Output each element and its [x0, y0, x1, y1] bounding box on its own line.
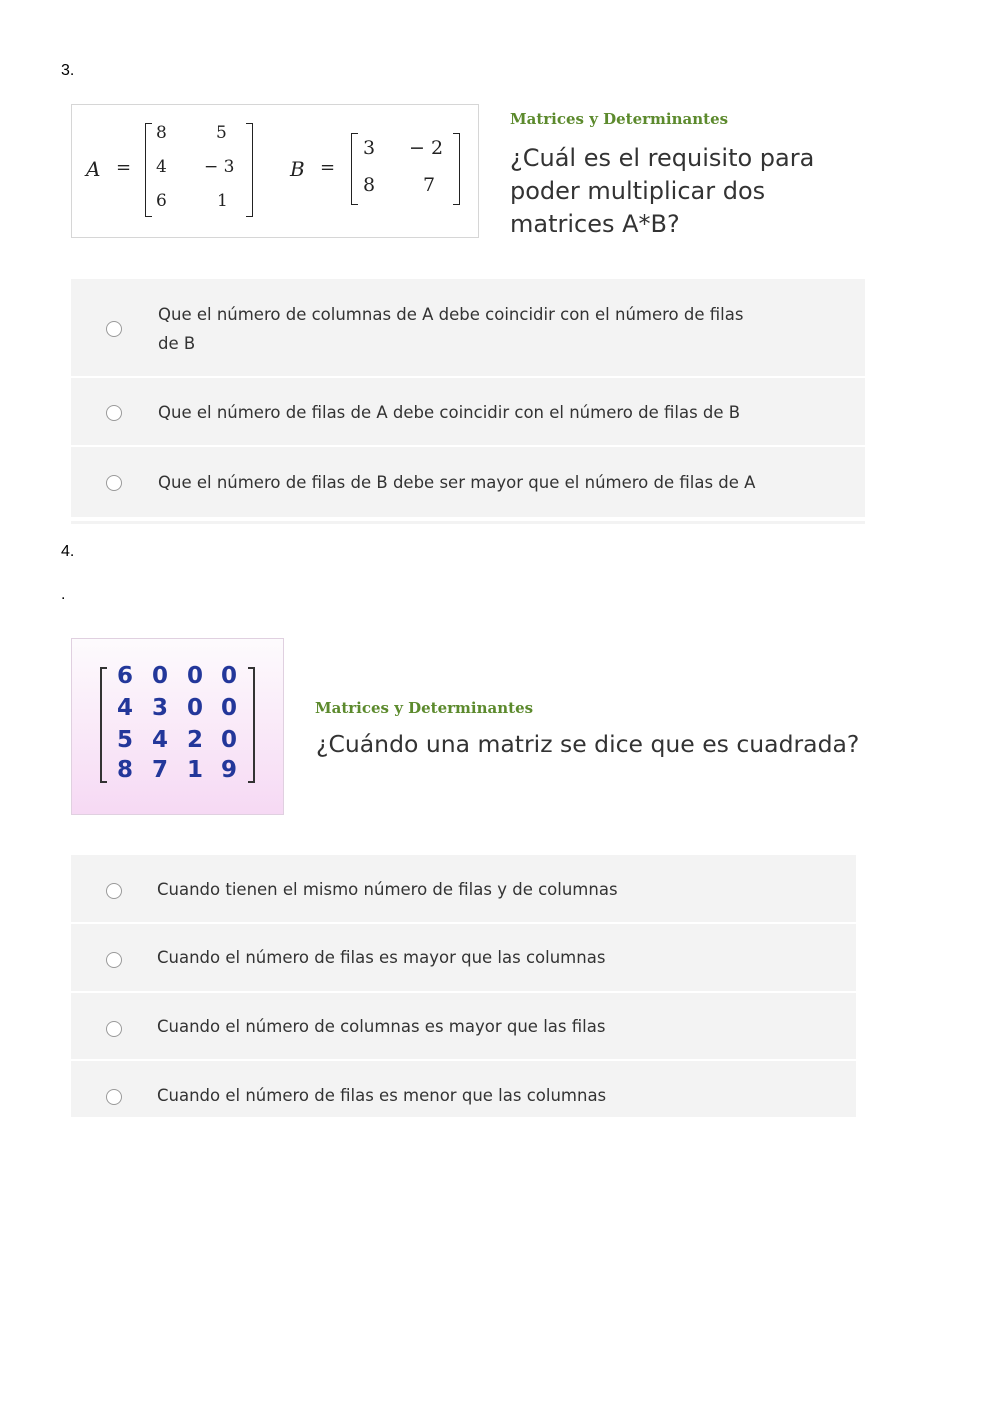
- matrix-b-equals: =: [320, 157, 336, 178]
- matrices-a-b-image: [71, 104, 479, 238]
- matrix-right-bracket: [248, 667, 255, 783]
- matrix-a-cell: 5: [216, 123, 227, 143]
- option-label: Cuando tienen el mismo número de filas y de columnas: [157, 880, 618, 899]
- prompt-line: matrices A*B?: [510, 210, 680, 238]
- option-label-line: Que el número de columnas de A debe coincidir con el número de filas: [158, 305, 744, 324]
- matrix-a-cell: − 3: [204, 157, 235, 177]
- matrix-b-right-bracket: [453, 133, 460, 205]
- radio-button[interactable]: [106, 883, 122, 899]
- prompt-line: ¿Cuál es el requisito para: [510, 144, 815, 172]
- option-label: [158, 300, 825, 358]
- prompt-line: poder multiplicar dos: [510, 177, 766, 205]
- question-4-options: [71, 855, 856, 1117]
- matrix-a-cell: 8: [156, 123, 167, 143]
- option-label: Cuando el número de columnas es mayor que las filas: [157, 1017, 606, 1036]
- question-3-prompt: [510, 142, 814, 241]
- question-4-number: 4.: [61, 543, 75, 560]
- matrix-cell: 4: [151, 727, 168, 753]
- matrix-a-equals: =: [116, 157, 132, 178]
- question-3-subject: Matrices y Determinantes: [510, 110, 729, 128]
- question-3-number: 3.: [61, 62, 75, 79]
- option-3[interactable]: [71, 447, 865, 521]
- matrix-b-cell: − 2: [409, 137, 444, 159]
- option-3[interactable]: [71, 993, 856, 1061]
- radio-button[interactable]: [106, 475, 122, 491]
- matrix-cell: 6: [116, 663, 133, 689]
- matrix-cell: 3: [151, 695, 168, 721]
- matrix-cell: 8: [116, 757, 133, 783]
- matrix-a-label: A: [86, 157, 101, 181]
- option-4[interactable]: [71, 1061, 856, 1117]
- radio-button[interactable]: [106, 1021, 122, 1037]
- matrix-cell: 5: [116, 727, 133, 753]
- matrix-cell: 0: [186, 695, 203, 721]
- matrix-a-cell: 4: [156, 157, 167, 177]
- matrix-cell: 4: [116, 695, 133, 721]
- radio-button[interactable]: [106, 1089, 122, 1105]
- matrix-cell: 0: [186, 663, 203, 689]
- option-label: Que el número de filas de A debe coincidir con el número de filas de B: [158, 403, 741, 422]
- matrix-cell: 7: [151, 757, 168, 783]
- matrix-b-cell: 3: [363, 137, 376, 159]
- matrix-a-left-bracket: [145, 123, 152, 217]
- question-4-prompt: ¿Cuándo una matriz se dice que es cuadrada?: [316, 730, 860, 758]
- matrix-cell: 0: [151, 663, 168, 689]
- matrix-a-right-bracket: [246, 123, 253, 217]
- option-label-line: de B: [158, 334, 196, 353]
- question-3-options: [71, 279, 865, 524]
- square-matrix-image: [71, 638, 284, 815]
- matrix-cell: 2: [186, 727, 203, 753]
- options-bottom-edge: [71, 521, 865, 524]
- matrix-b-label: B: [290, 157, 305, 181]
- matrix-a-cell: 1: [217, 191, 228, 211]
- matrix-cell: 0: [220, 695, 237, 721]
- option-2[interactable]: [71, 378, 865, 447]
- matrix-cell: 0: [220, 663, 237, 689]
- matrix-cell: 9: [220, 757, 237, 783]
- question-4-dot: .: [61, 586, 66, 603]
- option-label: Cuando el número de filas es mayor que las columnas: [157, 948, 606, 967]
- option-1[interactable]: [71, 855, 856, 924]
- matrix-cell: 0: [220, 727, 237, 753]
- matrix-b-cell: 8: [363, 174, 376, 196]
- question-4-subject: Matrices y Determinantes: [315, 699, 534, 717]
- matrix-cell: 1: [186, 757, 203, 783]
- radio-button[interactable]: [106, 952, 122, 968]
- matrix-left-bracket: [100, 667, 107, 783]
- matrix-b-left-bracket: [351, 133, 358, 205]
- option-1[interactable]: [71, 279, 865, 378]
- matrix-a-cell: 6: [156, 191, 167, 211]
- radio-button[interactable]: [106, 405, 122, 421]
- matrix-b-cell: 7: [423, 174, 436, 196]
- option-label: Que el número de filas de B debe ser mayor que el número de filas de A: [158, 473, 756, 492]
- option-label: Cuando el número de filas es menor que las columnas: [157, 1086, 607, 1105]
- radio-button[interactable]: [106, 321, 122, 337]
- option-2[interactable]: [71, 924, 856, 993]
